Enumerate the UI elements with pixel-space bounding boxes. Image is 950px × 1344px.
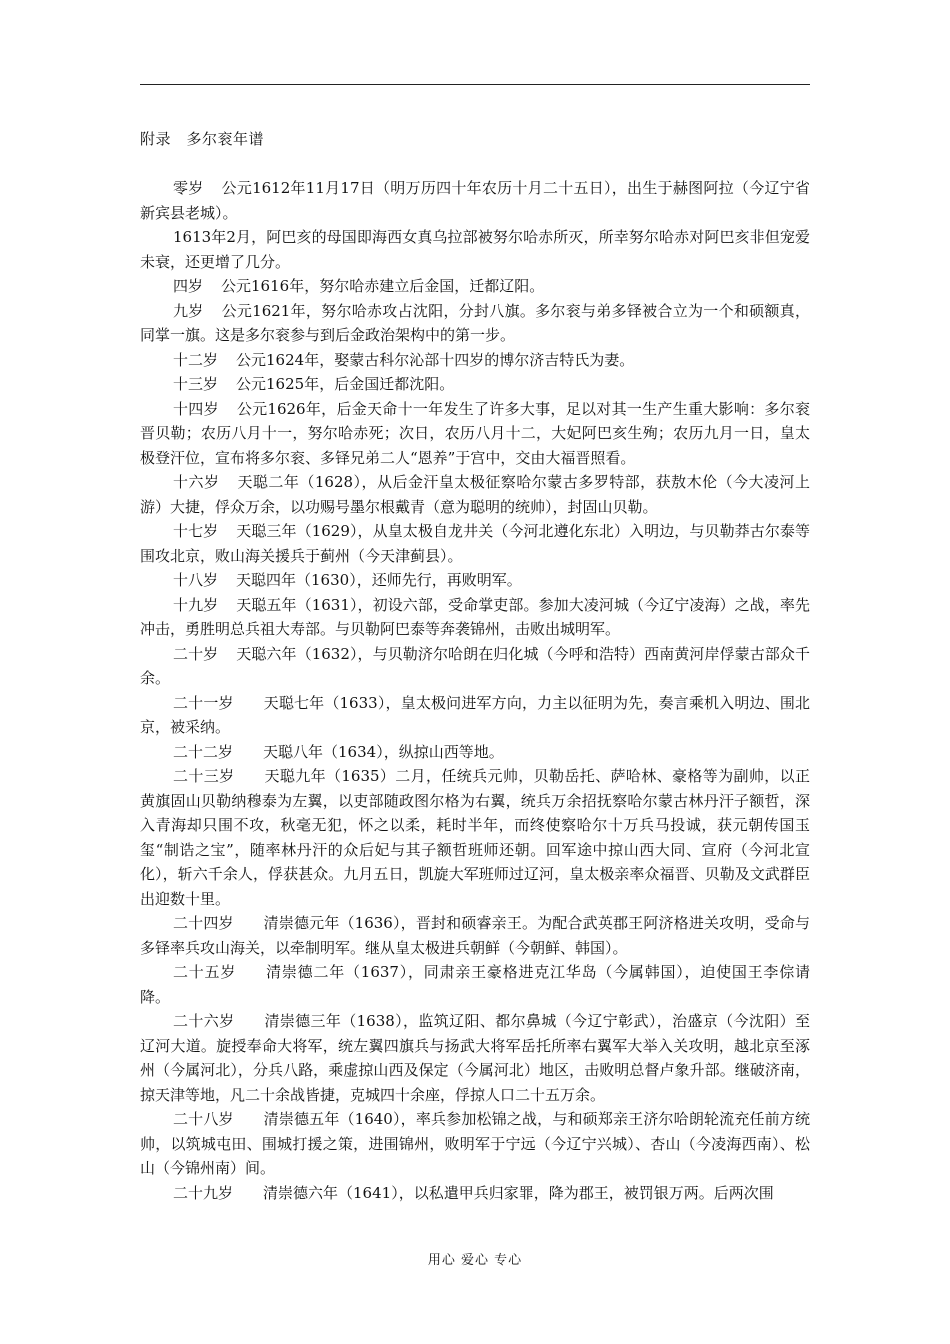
entry-age: 二十岁: [173, 644, 219, 663]
entry-age: 二十八岁: [173, 1110, 234, 1128]
entry-age: 二十六岁: [173, 1012, 235, 1030]
entry-age: 十六岁: [173, 473, 220, 491]
entry-text: 公元1616年，努尔哈赤建立后金国，迁都辽阳。: [221, 277, 545, 295]
entry-text: 天聪六年（1632），与贝勒济尔哈朗在归化城（今呼和浩特）西南黄河岸俘蒙古部众千余。: [140, 644, 810, 687]
chronology-entry: [140, 960, 810, 1009]
entry-age: 十二岁: [173, 350, 219, 369]
chronology-entry: [140, 568, 810, 593]
page-footer: 用心 爱心 专心: [427, 1253, 523, 1268]
entry-age: 十七岁: [173, 522, 219, 540]
chronology-entry: [140, 593, 810, 642]
entry-age: 十九岁: [173, 595, 219, 614]
entry-age: 十四岁: [173, 399, 219, 418]
chronology-entry: [140, 372, 810, 397]
chronology-entry: [140, 470, 810, 519]
header-rule: [140, 84, 810, 85]
entry-text: 清崇德二年（1637），同肃亲王豪格进克江华岛（今属韩国），迫使国王李倧请降。: [140, 963, 810, 1006]
chronology-entry: [140, 642, 810, 691]
entry-text: 清崇德元年（1636），晋封和硕睿亲王。为配合武英郡王阿济格进关攻明，受命与多铎率兵攻山海关，以牵制明军。继从皇太极进兵朝鲜（今朝鲜、韩国）。: [140, 914, 810, 957]
entry-text: 天聪五年（1631），初设六部，受命掌吏部。参加大凌河城（今辽宁凌海）之战，率先冲击，勇胜明总兵祖大寿部。与贝勒阿巴泰等奔袭锦州，击败出城明军。: [140, 595, 810, 638]
entry-text: 天聪七年（1633），皇太极问进军方向，力主以征明为先，奏言乘机入明边、围北京，被采纳。: [140, 693, 810, 736]
entry-age: 十三岁: [173, 375, 219, 393]
chronology-entry: [140, 299, 810, 348]
entry-text: 清崇德六年（1641），以私遣甲兵归家罪，降为郡王，被罚银万两。后两次围: [263, 1183, 774, 1202]
chronology-entry: [140, 225, 810, 274]
entry-text: 天聪三年（1629），从皇太极自龙井关（今河北遵化东北）入明边，与贝勒莽古尔泰等围攻北京，败山海关援兵于蓟州（今天津蓟县）。: [140, 522, 810, 565]
entry-age: 二十四岁: [173, 914, 234, 932]
chronology-entry: [140, 519, 810, 568]
chronology-body: [140, 176, 810, 1205]
chronology-entry: [140, 740, 810, 765]
entry-age: 二十九岁: [173, 1183, 234, 1202]
chronology-entry: [140, 397, 810, 471]
entry-text: 1613年2月，阿巴亥的母国即海西女真乌拉部被努尔哈赤所灭，所幸努尔哈赤对阿巴亥非但宠爱未衰，还更增了几分。: [140, 228, 810, 271]
entry-text: 公元1625年，后金国迁都沈阳。: [236, 375, 455, 393]
entry-text: 公元1624年，娶蒙古科尔沁部十四岁的博尔济吉特氏为妻。: [236, 350, 635, 369]
chronology-entry: [140, 1181, 810, 1206]
chronology-entry: [140, 1009, 810, 1107]
entry-text: 公元1612年11月17日（明万历四十年农历十月二十五日），出生于赫图阿拉（今辽宁省新宾县老城）。: [140, 179, 810, 222]
chronology-entry: [140, 274, 810, 299]
chronology-entry: [140, 691, 810, 740]
entry-text: 天聪二年（1628），从后金汗皇太极征察哈尔蒙古多罗特部，获敖木伦（今大凌河上游）大捷，俘众万余，以功赐号墨尔根戴青（意为聪明的统帅），封固山贝勒。: [140, 473, 810, 516]
entry-text: 天聪四年（1630），还师先行，再败明军。: [236, 571, 522, 589]
entry-text: 天聪八年（1634），纵掠山西等地。: [263, 742, 504, 761]
entry-age: 二十五岁: [173, 963, 237, 981]
entry-text: 清崇德五年（1640），率兵参加松锦之战，与和硕郑亲王济尔哈朗轮流充任前方统帅，以筑城屯田、围城打援之策，进围锦州，败明军于宁远（今辽宁兴城）、杏山（今凌海西南）、松山（今锦州南）间。: [140, 1110, 810, 1177]
entry-age: 二十一岁: [173, 693, 234, 712]
entry-age: 二十三岁: [173, 767, 235, 785]
entry-text: 公元1626年，后金天命十一年发生了许多大事，足以对其一生产生重大影响：多尔衮晋贝勒；农历八月十一，努尔哈赤死；次日，农历八月十二，大妃阿巴亥生殉；农历九月一日，皇太极登汗位，宣布将多尔衮、多铎兄弟二人“恩养”于宫中，交由大福晋照看。: [140, 399, 810, 467]
entry-age: 零岁: [173, 179, 204, 197]
entry-text: 清崇德三年（1638），监筑辽阳、都尔鼻城（今辽宁彰武），治盛京（今沈阳）至辽河大道。旋授奉命大将军，统左翼四旗兵与扬武大将军岳托所率右翼军大举入关攻明，越北京至涿州（今属河北），分兵八路，乘虚掠山西及保定（今属河北）地区，击败明总督卢象升部。继破济南，掠天津等地，凡二十余战皆捷，克城四十余座，俘掠人口二十五万余。: [140, 1012, 810, 1104]
chronology-entry: [140, 1107, 810, 1181]
entry-age: 十八岁: [173, 571, 219, 589]
entry-text: 天聪九年（1635）二月，任统兵元帅，贝勒岳托、萨哈林、豪格等为副帅，以正黄旗固山贝勒纳穆泰为左翼，以吏部随政图尔格为右翼，统兵万余招抚察哈尔蒙古林丹汗子额哲，深入青海却只围不攻，秋毫无犯，怀之以柔，耗时半年，而终使察哈尔十万兵马投诚，获元朝传国玉玺“制诰之宝”，随率林丹汗的众后妃与其子额哲班师还朝。回军途中掠山西大同、宣府（今河北宣化），斩六千余人，俘获甚众。九月五日，凯旋大军班师过辽河，皇太极亲率众福晋、贝勒及文武群臣出迎数十里。: [140, 767, 810, 908]
chronology-entry: [140, 348, 810, 373]
page-title: 附录 多尔衮年谱: [140, 130, 265, 148]
chronology-entry: [140, 176, 810, 225]
chronology-entry: [140, 911, 810, 960]
chronology-entry: [140, 764, 810, 911]
entry-age: 九岁: [173, 301, 204, 320]
entry-age: 四岁: [173, 277, 204, 295]
entry-text: 公元1621年，努尔哈赤攻占沈阳，分封八旗。多尔衮与弟多铎被合立为一个和硕额真，同掌一旗。这是多尔衮参与到后金政治架构中的第一步。: [140, 301, 810, 344]
entry-age: 二十二岁: [173, 742, 234, 761]
